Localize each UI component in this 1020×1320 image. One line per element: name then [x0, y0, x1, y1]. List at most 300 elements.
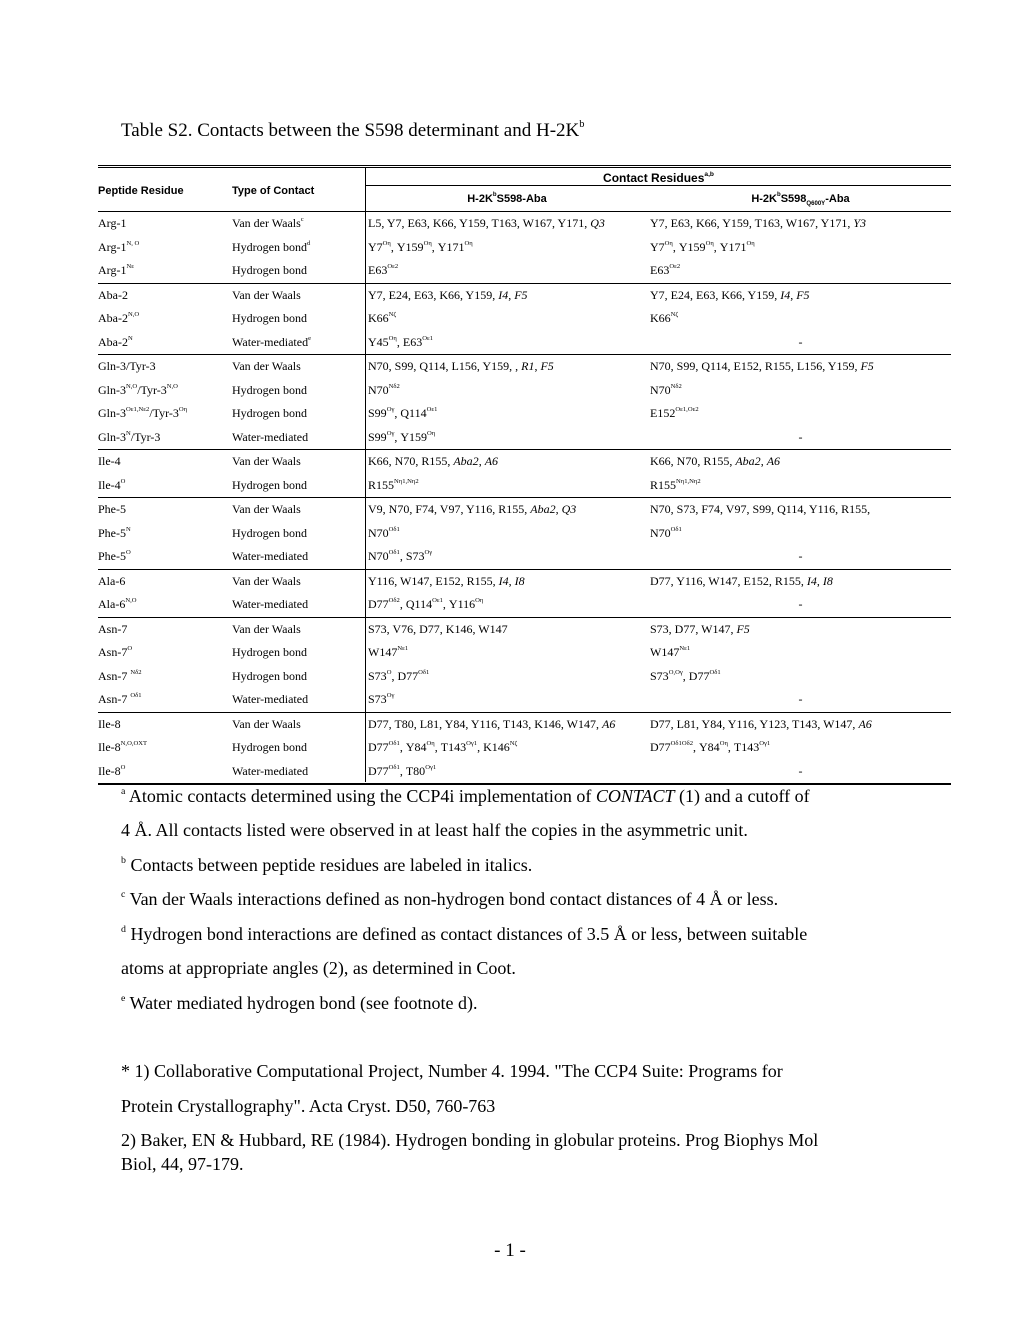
cell-fragment: D77 — [368, 597, 389, 612]
cell-fragment: , — [478, 454, 485, 469]
contact-type: Van der Waals — [232, 502, 301, 517]
cell-fragment: E152 — [650, 406, 676, 421]
cell-fragment: Oδ1Oδ2 — [670, 740, 694, 748]
cell-fragment: Oγ — [386, 406, 395, 414]
cell-fragment: Oε1,Oε2 — [675, 406, 699, 414]
cell-fragment: Y7, E24, E63, K66, Y159, — [368, 287, 499, 302]
peptide-residue-cell — [98, 692, 232, 707]
table-row — [98, 236, 951, 260]
cell-fragment: Oε1 — [432, 597, 443, 605]
cell-fragment: , D77 — [391, 668, 419, 683]
header-col-mut-post: -Aba — [825, 193, 850, 205]
contacts-wt-cell — [368, 359, 650, 374]
residue-atom-sup: O — [127, 645, 133, 653]
residue-name: Gln-3/Tyr-3 — [98, 359, 156, 374]
cell-fragment: F5 — [796, 287, 810, 302]
contacts-wt-cell — [368, 406, 650, 421]
residue-atom-sup: Oδ1 — [130, 692, 142, 700]
table-row — [98, 665, 951, 689]
cell-fragment: , Y159 — [672, 239, 706, 254]
contacts-wt-cell — [368, 717, 650, 732]
footnote-line — [121, 889, 778, 910]
contacts-mutant-cell: - — [798, 597, 803, 612]
contacts-mutant-cell — [650, 478, 951, 493]
cell-fragment: Aba2 — [530, 502, 556, 517]
cell-fragment: Oε1 — [422, 334, 434, 342]
contact-type: Hydrogen bond — [232, 668, 307, 683]
footnote-text-2: (1) and a cutoff of — [674, 786, 810, 806]
header-col-mut-sub: Q600Y — [806, 201, 826, 208]
cell-fragment: , — [555, 502, 562, 517]
contacts-wt-cell — [368, 645, 650, 660]
page-number: - 1 - — [494, 1240, 526, 1261]
cell-fragment: Oε1 — [426, 406, 438, 414]
cell-fragment: I8 — [514, 573, 525, 588]
contact-type: Van der Waals — [232, 621, 301, 636]
contacts-mutant-cell — [650, 526, 951, 541]
contacts-wt-cell — [368, 502, 650, 517]
peptide-residue-cell — [98, 216, 232, 231]
cell-fragment: D77 — [368, 740, 389, 755]
residue-atom-sup: N — [126, 525, 131, 533]
cell-fragment: F5 — [540, 359, 554, 374]
footnote-text: atoms at appropriate angles (2), as determined in Coot. — [121, 958, 516, 978]
table-row — [98, 259, 951, 283]
contact-type: Hydrogen bond — [232, 311, 307, 326]
contacts-mutant-cell: - — [798, 334, 803, 349]
contacts-wt-cell — [368, 549, 650, 564]
contacts-mutant-cell — [650, 240, 951, 255]
cell-fragment: I4 — [498, 287, 509, 302]
contact-type: Water-mediated — [232, 334, 309, 349]
contacts-mutant-cell — [650, 502, 951, 517]
cell-fragment: Oγ1 — [425, 763, 437, 771]
cell-fragment: F5 — [736, 621, 750, 636]
contacts-mutant-cell — [650, 216, 951, 231]
contact-type-cell — [232, 764, 368, 779]
reference-line: 2) Baker, EN & Hubbard, RE (1984). Hydrogen bonding in globular proteins. Prog Biophys Mol — [121, 1130, 819, 1150]
cell-fragment: , — [508, 573, 515, 588]
peptide-residue-cell — [98, 240, 232, 255]
reference-line: * 1) Collaborative Computational Project, Number 4. 1994. "The CCP4 Suite: Programs for — [121, 1061, 783, 1081]
cell-fragment: Y3 — [853, 216, 867, 231]
cell-fragment: S73 — [368, 668, 387, 683]
cell-fragment: Q3 — [561, 502, 577, 517]
cell-fragment: N70 — [368, 549, 389, 564]
header-peptide-residue: Peptide Residue — [98, 185, 184, 197]
cell-fragment: , Y116 — [442, 597, 476, 612]
contact-type-cell — [232, 502, 368, 517]
cell-fragment: , K146 — [477, 740, 510, 755]
residue-name: Phe-5 — [98, 502, 126, 517]
contacts-mutant-cell — [650, 263, 951, 278]
contact-type: Hydrogen bond — [232, 263, 307, 278]
contacts-wt-cell — [368, 311, 650, 326]
residue-name: Asn-7 — [98, 645, 128, 660]
cell-fragment: Oη — [719, 740, 728, 748]
contact-type: Water-mediated — [232, 763, 309, 778]
contact-type-sup: d — [307, 239, 311, 247]
cell-fragment: N70 — [368, 382, 389, 397]
cell-fragment: Oη — [423, 239, 432, 247]
cell-fragment: Y7 — [650, 239, 665, 254]
cell-fragment: A6 — [602, 716, 616, 731]
cell-fragment: Oδ1 — [709, 668, 721, 676]
peptide-residue-cell — [98, 359, 232, 374]
cell-fragment: Oγ — [424, 549, 433, 557]
cell-fragment: I4 — [498, 573, 509, 588]
contact-type-cell — [232, 288, 368, 303]
header-col-wt-sup: b — [492, 192, 497, 199]
table-row — [98, 284, 951, 308]
reference-line: Protein Crystallography". Acta Cryst. D50, 760-763 — [121, 1096, 496, 1116]
cell-fragment: R1 — [521, 359, 535, 374]
contacts-mutant-cell — [650, 669, 951, 684]
peptide-residue-cell — [98, 740, 232, 755]
residue-name: Asn-7 — [98, 668, 131, 683]
table-row — [98, 593, 951, 617]
footnote-mark: a — [121, 785, 126, 797]
cell-fragment: Oδ2 — [388, 597, 400, 605]
cell-fragment: Oδ1 — [388, 763, 400, 771]
contact-type: Van der Waals — [232, 359, 301, 374]
contacts-wt-cell — [368, 597, 650, 612]
table-title — [121, 120, 584, 142]
contacts-mutant-cell — [650, 622, 951, 637]
residue-name: Aba-2 — [98, 287, 128, 302]
cell-fragment: N70, S99, Q114, E152, R155, L156, Y159, — [650, 359, 861, 374]
residue-atom-sup: N, O — [126, 239, 140, 247]
cell-fragment: Q3 — [590, 216, 605, 231]
residue-atom-sup: N,O — [128, 311, 140, 319]
residue-name: Ile-4 — [98, 477, 121, 492]
cell-fragment: Aba2 — [735, 454, 761, 469]
contact-type: Van der Waals — [232, 287, 301, 302]
header-col-mut-sup: b — [776, 192, 781, 199]
cell-fragment: Nη1,Nη2 — [394, 477, 419, 485]
cell-fragment: S99 — [368, 406, 387, 421]
residue-name: Aba-2 — [98, 334, 128, 349]
footnote-mark: e — [121, 992, 126, 1004]
residue-atom-sup: Nδ2 — [130, 668, 142, 676]
cell-fragment: N70, S99, Q114, L156, Y159, , — [368, 359, 522, 374]
contacts-wt-cell — [368, 692, 650, 707]
table-row — [98, 570, 951, 594]
peptide-residue-cell — [98, 383, 232, 398]
residue-name: Phe-5 — [98, 525, 126, 540]
table-row — [98, 402, 951, 426]
cell-fragment: N70 — [650, 382, 671, 397]
contact-type: Hydrogen bond — [232, 740, 307, 755]
header-contact-residues — [366, 171, 951, 185]
residue-atom-sup: O — [120, 477, 126, 485]
contacts-wt-cell — [368, 263, 650, 278]
contacts-mutant-cell: - — [798, 549, 803, 564]
header-col-wt-pre: H-2K — [467, 193, 493, 205]
footnote-line — [121, 855, 532, 876]
cell-fragment: Nζ — [509, 740, 518, 748]
contacts-mutant-cell — [650, 717, 951, 732]
cell-fragment: R155 — [650, 477, 677, 492]
cell-fragment: , — [534, 359, 541, 374]
contact-type-cell — [232, 669, 368, 684]
contact-type-cell — [232, 526, 368, 541]
cell-fragment: Nζ — [670, 311, 679, 319]
contact-type: Hydrogen bond — [232, 645, 307, 660]
cell-fragment: Oδ1 — [388, 549, 400, 557]
cell-fragment: R155 — [368, 477, 395, 492]
contacts-wt-cell — [368, 335, 650, 350]
contact-type: Water-mediated — [232, 429, 309, 444]
header-col-wt — [366, 193, 648, 205]
table-title-text: Table S2. Contacts between the S598 determinant and H-2K — [121, 120, 580, 141]
row-group — [98, 618, 951, 713]
residue-name: Arg-1 — [98, 239, 127, 254]
cell-fragment: , T143 — [434, 740, 467, 755]
cell-fragment: L5, Y7, E63, K66, Y159, T163, W167, Y171, — [368, 216, 591, 231]
cell-fragment: Oδ1 — [670, 525, 682, 533]
cell-fragment: , E63 — [396, 334, 423, 349]
cell-fragment: Oγ — [386, 692, 395, 700]
cell-fragment: Oγ1 — [759, 740, 771, 748]
cell-fragment: , Y84 — [693, 740, 720, 755]
row-group — [98, 212, 951, 284]
footnote-text: Atomic contacts determined using the CCP4i implementation of — [125, 786, 596, 806]
cell-fragment: , Y159 — [390, 239, 424, 254]
reference-line: Biol, 44, 97-179. — [121, 1154, 244, 1174]
header-contact-residues-text: Contact Residues — [603, 171, 705, 185]
contact-type-cell — [232, 383, 368, 398]
footnote-text: Water mediated hydrogen bond (see footnote d). — [125, 993, 478, 1013]
cell-fragment: I8 — [822, 573, 833, 588]
residue-atom-sup-2: Oη — [178, 406, 188, 414]
cell-fragment: A6 — [766, 454, 781, 469]
contacts-mutant-cell — [650, 383, 951, 398]
residue-atom-sup: N — [128, 334, 133, 342]
contacts-mutant-cell — [650, 288, 951, 303]
cell-fragment: I4 — [806, 573, 817, 588]
header-col-mutant — [650, 192, 951, 208]
cell-fragment: Oε2 — [669, 263, 681, 271]
cell-fragment: Oη — [475, 597, 484, 605]
cell-fragment: S73, V76, D77, K146, W147 — [368, 621, 508, 636]
footnote-text: 4 Å. All contacts listed were observed in at least half the copies in the asymmetric unit. — [121, 820, 748, 840]
cell-fragment: K66, N70, R155, — [650, 454, 736, 469]
cell-fragment: Oη — [664, 239, 673, 247]
header-col-mut-pre: H-2K — [751, 193, 777, 205]
cell-fragment: Nη1,Nη2 — [676, 477, 701, 485]
contact-type-sup: e — [308, 334, 312, 342]
residue-atom-sup: N,O,OXT — [120, 740, 148, 748]
cell-fragment: Nε1 — [397, 645, 409, 653]
peptide-residue-cell — [98, 717, 232, 732]
contact-type-cell — [232, 311, 368, 326]
contacts-mutant-cell: - — [798, 692, 803, 707]
contact-type: Water-mediated — [232, 549, 309, 564]
contacts-wt-cell — [368, 740, 650, 755]
header-sub-rule — [366, 185, 951, 186]
cell-fragment: S73, D77, W147, — [650, 621, 737, 636]
cell-fragment: , — [760, 454, 767, 469]
contacts-wt-cell — [368, 574, 650, 589]
cell-fragment: W147 — [650, 645, 680, 660]
contacts-wt-cell — [368, 430, 650, 445]
cell-fragment: S73 — [368, 692, 387, 707]
contacts-mutant-cell — [650, 454, 951, 469]
cell-fragment: , Q114 — [394, 406, 427, 421]
table-row — [98, 736, 951, 760]
cell-fragment: Oη — [427, 429, 436, 437]
table-row — [98, 688, 951, 712]
table-top-rule — [98, 165, 951, 166]
cell-fragment: , Y171 — [431, 239, 465, 254]
residue-atom-sup: N,O — [126, 382, 138, 390]
cell-fragment: , Y171 — [713, 239, 747, 254]
footnote-line — [121, 958, 516, 979]
table-row — [98, 760, 951, 784]
peptide-residue-cell — [98, 311, 232, 326]
table-row — [98, 618, 951, 642]
cell-fragment: Nε1 — [679, 645, 691, 653]
peptide-residue-cell — [98, 764, 232, 779]
residue-atom-sup: O — [126, 549, 131, 557]
cell-fragment: N70, S73, F74, V97, S99, Q114, Y116, R155, — [650, 502, 871, 517]
residue-name: Asn-7 — [98, 692, 131, 707]
contact-type-cell — [232, 622, 368, 637]
residue-name: Arg-1 — [98, 216, 127, 231]
contact-type-cell — [232, 692, 368, 707]
residue-name: Ala-6 — [98, 597, 126, 612]
header-type-of-contact: Type of Contact — [232, 185, 315, 197]
row-group — [98, 450, 951, 498]
cell-fragment: D77 — [368, 763, 389, 778]
contact-type-cell — [232, 263, 368, 278]
cell-fragment: Oη — [388, 334, 397, 342]
contact-type: Van der Waals — [232, 216, 301, 231]
residue-atom-sup: Oε1,Nε2 — [126, 406, 150, 414]
cell-fragment: Oη — [746, 239, 755, 247]
cell-fragment: Oδ1 — [418, 668, 430, 676]
cell-fragment: Nδ2 — [388, 382, 400, 390]
table-row — [98, 522, 951, 546]
residue-name: Aba-2 — [98, 311, 128, 326]
table-row — [98, 545, 951, 569]
peptide-residue-cell — [98, 288, 232, 303]
contact-type: Hydrogen bond — [232, 406, 307, 421]
cell-fragment: , — [508, 287, 515, 302]
residue-name: Ala-6 — [98, 573, 126, 588]
cell-fragment: Aba2 — [453, 454, 479, 469]
peptide-residue-cell — [98, 478, 232, 493]
contacts-mutant-cell — [650, 359, 951, 374]
contacts-mutant-cell: - — [798, 763, 803, 778]
table-row — [98, 474, 951, 498]
contacts-wt-cell — [368, 216, 650, 231]
cell-fragment: V9, N70, F74, V97, Y116, R155, — [368, 502, 531, 517]
header-col-mut-mid: S598 — [780, 193, 807, 205]
contact-type: Van der Waals — [232, 454, 301, 469]
contacts-mutant-cell: - — [798, 429, 803, 444]
table-body — [98, 212, 951, 785]
footnote-line — [121, 786, 810, 807]
cell-fragment: , Y159 — [394, 429, 428, 444]
contact-type-cell — [232, 645, 368, 660]
table-row — [98, 713, 951, 737]
residue-atom-sup: N — [126, 429, 131, 437]
residue-name: Ile-8 — [98, 716, 121, 731]
peptide-residue-cell — [98, 454, 232, 469]
residue-name-2: /Tyr-3 — [130, 429, 161, 444]
table-row — [98, 331, 951, 355]
contact-type-cell — [232, 430, 368, 445]
residue-name: Gln-3 — [98, 406, 126, 421]
contact-type-cell — [232, 478, 368, 493]
contacts-mutant-cell — [650, 311, 951, 326]
contacts-mutant-cell — [650, 645, 951, 660]
contacts-wt-cell — [368, 288, 650, 303]
contacts-mutant-cell — [650, 406, 951, 421]
contact-type-cell — [232, 597, 368, 612]
residue-name: Asn-7 — [98, 621, 128, 636]
cell-fragment: Oδ1 — [388, 740, 400, 748]
cell-fragment: , S73 — [399, 549, 425, 564]
cell-fragment: D77, T80, L81, Y84, Y116, T143, K146, W147, — [368, 716, 602, 731]
cell-fragment: S73 — [650, 668, 669, 683]
footnote-text: Hydrogen bond interactions are defined as contact distances of 3.5 Å or less, between suitable — [125, 924, 808, 944]
contact-type: Van der Waals — [232, 716, 301, 731]
contacts-wt-cell — [368, 240, 650, 255]
cell-fragment: Y7, E24, E63, K66, Y159, — [650, 287, 781, 302]
peptide-residue-cell — [98, 597, 232, 612]
cell-fragment: Oε2 — [387, 263, 399, 271]
cell-fragment: D77 — [650, 740, 671, 755]
peptide-residue-cell — [98, 574, 232, 589]
footnote-mark: b — [121, 854, 126, 866]
cell-fragment: , D77 — [682, 668, 710, 683]
footnote-line — [121, 924, 807, 945]
contact-type: Hydrogen bond — [232, 382, 307, 397]
contact-type: Water-mediated — [232, 692, 309, 707]
cell-fragment: Oδ1 — [388, 525, 400, 533]
row-group — [98, 498, 951, 570]
cell-fragment: , — [816, 573, 823, 588]
contacts-wt-cell — [368, 478, 650, 493]
contact-type: Hydrogen bond — [232, 525, 307, 540]
cell-fragment: Nζ — [388, 311, 397, 319]
cell-fragment: Oη — [426, 740, 435, 748]
table-row — [98, 426, 951, 450]
cell-fragment: Y7, E63, K66, Y159, T163, W167, Y171, — [650, 216, 854, 231]
footnote-text: Van der Waals interactions defined as non-hydrogen bond contact distances of 4 Å or less. — [125, 889, 779, 909]
table-row — [98, 641, 951, 665]
cell-fragment: E63 — [368, 263, 388, 278]
contacts-wt-cell — [368, 383, 650, 398]
peptide-residue-cell — [98, 622, 232, 637]
table-top-rule-2 — [98, 167, 951, 168]
table-row — [98, 307, 951, 331]
contact-type: Hydrogen bond — [232, 239, 307, 254]
cell-fragment: K66 — [650, 311, 671, 326]
row-group — [98, 355, 951, 450]
cell-fragment: F5 — [860, 359, 874, 374]
residue-name: Ile-8 — [98, 763, 121, 778]
cell-fragment: , T80 — [399, 763, 426, 778]
cell-fragment: A6 — [858, 716, 872, 731]
cell-fragment: F5 — [514, 287, 528, 302]
cell-fragment: Oγ1 — [466, 740, 478, 748]
peptide-residue-cell — [98, 430, 232, 445]
cell-fragment: K66, N70, R155, — [368, 454, 454, 469]
